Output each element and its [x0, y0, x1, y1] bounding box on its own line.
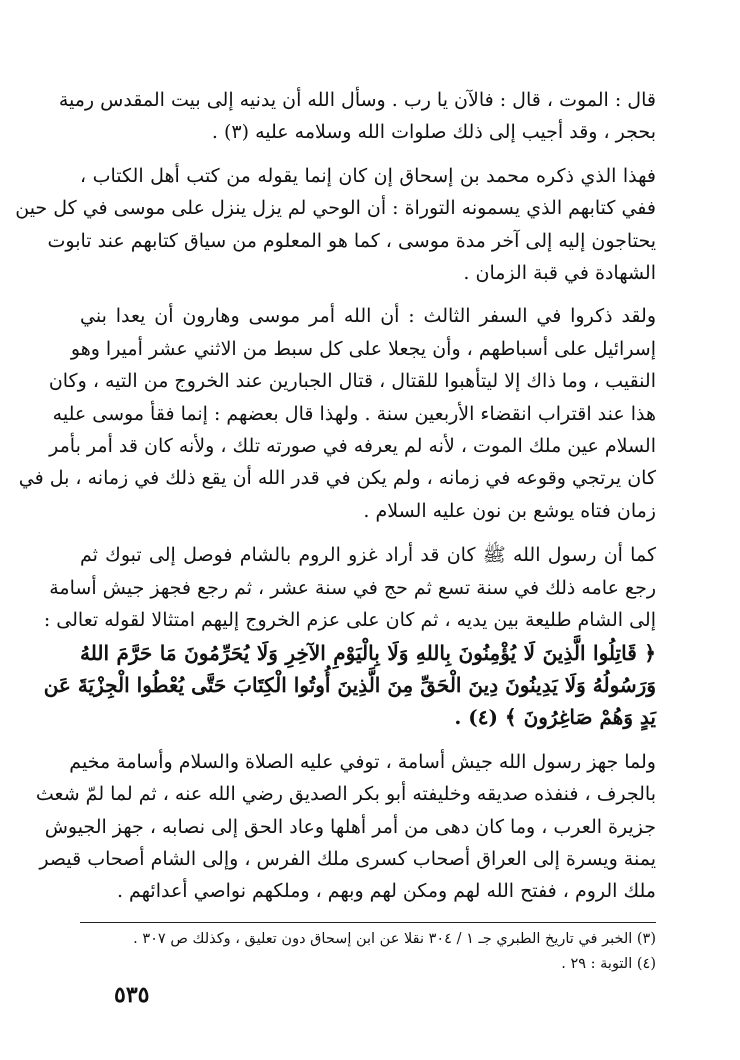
text-line: رجع عامه ذلك في سنة تسع ثم حج في سنة عشر ، ثم رجع فجهز جيش أسامة — [49, 576, 656, 599]
text-line: كما أن رسول الله ﷺ كان قد أراد غزو الروم بالشام فوصل إلى تبوك ثم — [80, 544, 656, 567]
footnote-divider — [80, 922, 656, 923]
text-line: ولما جهز رسول الله جيش أسامة ، توفي عليه الصلاة والسلام وأسامة مخيم — [69, 750, 656, 773]
text-line: ولقد ذكروا في السفر الثالث : أن الله أمر موسى وهارون أن يعدا بني — [80, 305, 656, 328]
text-line: فهذا الذي ذكره محمد بن إسحاق إن كان إنما يقوله من كتب أهل الكتاب ، — [80, 164, 656, 187]
quran-verse-line: يَدٍ وَهُمْ صَاغِرُونَ ﴾ (٤) . — [454, 705, 656, 730]
text-line: السلام عين ملك الموت ، لأنه لم يعرفه في صورته تلك ، ولأنه كان قد أمر بأمر — [49, 435, 656, 458]
text-line: الشهادة في قبة الزمان . — [463, 262, 656, 285]
footnote: (٣) الخبر في تاريخ الطبري جـ ١ / ٣٠٤ نقلا عن ابن إسحاق دون تعليق ، وكذلك ص ٣٠٧ . — [133, 930, 656, 947]
text-line: قال : الموت ، قال : فالآن يا رب . وسأل الله أن يدنيه إلى بيت المقدس رمية — [58, 89, 656, 111]
text-line: زمان فتاه يوشع بن نون عليه السلام . — [363, 499, 656, 522]
paragraph-2 — [15, 160, 656, 290]
quran-verse-line: ﴿ قَاتِلُوا الَّذِينَ لَا يُؤْمِنُونَ بِاللهِ وَلَا بِالْيَوْمِ الآخِرِ وَلَا يُحَرِّمُونَ مَا حَرَّمَ اللهُ — [80, 640, 656, 665]
text-line: يحتاجون إليه إلى آخر مدة موسى ، كما هو المعلوم من سياق كتابهم عند تابوت — [47, 229, 656, 252]
paragraph-4 — [43, 539, 656, 733]
text-line: النقيب ، وما ذاك إلا ليتأهبوا للقتال ، قتال الجبارين عند الخروج من التيه ، وكان — [48, 370, 656, 393]
text-line: يمنة ويسرة إلى العراق أصحاب كسرى ملك الفرس ، وإلى الشام أصحاب قيصر — [39, 847, 656, 870]
text-line: هذا عند اقتراب انقضاء الأربعين سنة . ولهذا قال بعضهم : إنما فقأ موسى عليه — [52, 402, 656, 425]
paragraph-5 — [35, 746, 656, 908]
footnote: (٤) التوبة : ٢٩ . — [561, 955, 656, 972]
text-line: بالجرف ، فنفذه صديقه وخليفته أبو بكر الصديق رضي الله عنه ، ثم لما لمّ شعث — [35, 783, 656, 806]
text-line: كان يرتجي وقوعه في زمانه ، ولم يكن في قدر الله أن يقع ذلك في زمانه ، بل في — [18, 467, 656, 490]
text-line: بحجر ، وقد أجيب إلى ذلك صلوات الله وسلامه عليه (٣) . — [211, 121, 656, 144]
text-line: ففي كتابهم الذي يسمونه التوراة : أن الوحي لم يزل ينزل على موسى في كل حين — [15, 197, 656, 220]
paragraph-3 — [18, 300, 656, 527]
text-line: إسرائيل على أسباطهم ، وأن يجعلا على كل سبط من الاثني عشر أميرا وهو — [70, 337, 656, 360]
paragraph-1 — [58, 84, 656, 149]
text-line: جزيرة العرب ، وما كان دهى من أمر أهلها وعاد الحق إلى نصابه ، جهز الجيوش — [44, 815, 656, 838]
text-line: إلى الشام طليعة بين يديه ، ثم كان على عزم الخروج إليهم امتثالا لقوله تعالى : — [43, 609, 656, 632]
footnotes — [80, 927, 656, 977]
quran-verse-line: وَرَسُولُهُ وَلَا يَدِينُونَ دِينَ الْحَقِّ مِنَ الَّذِينَ أُوتُوا الْكِتَابَ حَتَّى يُعْطُوا الْجِزْيَةَ عَن — [43, 672, 656, 697]
text-line: ملك الروم ، ففتح الله لهم ومكن لهم وبهم ، وملكهم نواصي أعدائهم . — [116, 880, 656, 903]
page-number: ٥٣٥ — [114, 982, 150, 1008]
